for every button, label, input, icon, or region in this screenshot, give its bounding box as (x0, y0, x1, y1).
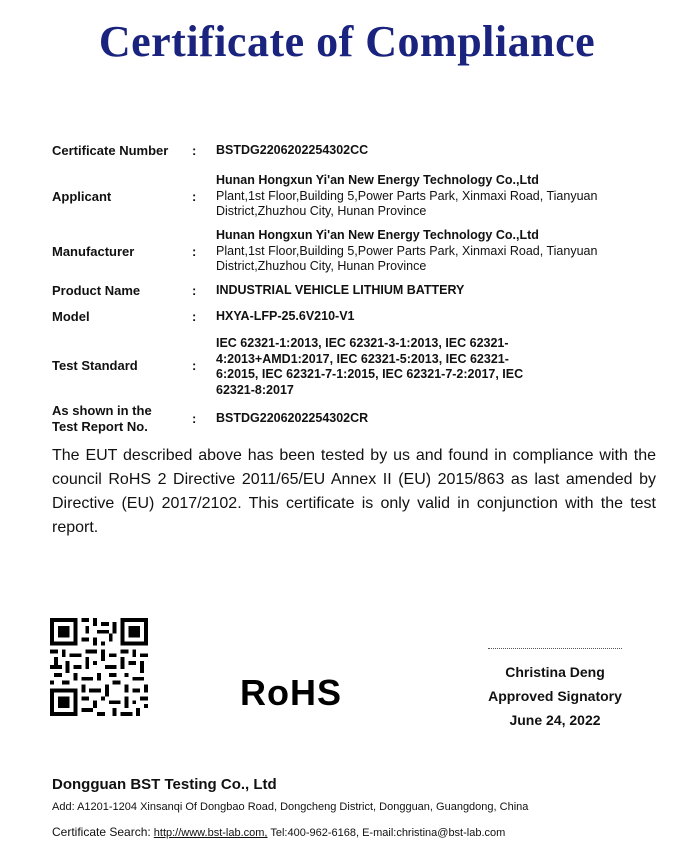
footer-address: Add: A1201-1204 Xinsanqi Of Dongbao Road, Dongcheng District, Dongguan, Guangdong, China (52, 801, 529, 813)
field-test-report (52, 403, 652, 437)
website-link[interactable]: http://www.bst-lab.com, (153, 827, 268, 839)
signatory-date: June 24, 2022 (509, 712, 601, 728)
field-value: IEC 62321-1:2013, IEC 62321-3-1:2013, IEC 62321-4:2013+AMD1:2017, IEC 62321-5:2013, IEC 62321-6:2015, IEC 62321-7-1:2015, IEC 62321-7-2:2017, IEC 62321-8:2017 (216, 336, 524, 397)
field-value: BSTDG2206202254302CR (216, 411, 369, 425)
compliance-statement: The EUT described above has been tested by us and found in compliance with the council RoHS 2 Directive 2011/65/EU Annex II (EU) 2015/863 as last amended by Directive (EU) 2017/2102. This certificate is only valid in conjunction with the test report. (52, 447, 656, 536)
field-colon: : (192, 283, 197, 298)
footer-search (52, 825, 505, 839)
field-manufacturer (52, 228, 652, 276)
field-value: Hunan Hongxun Yi'an New Energy Technology Co.,Ltd Plant,1st Floor,Building 5,Power Parts Park, Xinmaxi Road, Tianyuan District,Zhuzhou City, Hunan Province (216, 228, 598, 273)
field-colon: : (192, 143, 197, 158)
field-applicant (52, 173, 652, 221)
field-certificate-number (52, 143, 652, 161)
signatory-name: Christina Deng (505, 664, 605, 680)
field-value: HXYA-LFP-25.6V210-V1 (216, 309, 355, 323)
signature-line (488, 648, 622, 649)
qr-code-icon[interactable] (50, 618, 148, 716)
field-test-standard (52, 336, 652, 402)
field-product-name (52, 283, 652, 301)
field-label: Model (52, 309, 90, 324)
contact-info: Tel:400-962-6168, E-mail:christina@bst-lab.com (270, 827, 506, 839)
field-colon: : (192, 309, 197, 324)
field-model (52, 309, 652, 327)
field-label: Applicant (52, 189, 112, 204)
field-colon: : (192, 189, 197, 204)
field-label: Certificate Number (52, 143, 169, 158)
footer-company: Dongguan BST Testing Co., Ltd (52, 776, 277, 793)
field-label: As shown in the Test Report No. (52, 403, 152, 434)
field-colon: : (192, 244, 197, 259)
field-colon: : (192, 411, 197, 426)
field-label: Manufacturer (52, 244, 135, 259)
rohs-logo: RoHS (240, 672, 342, 713)
signatory-title: Approved Signatory (488, 688, 622, 704)
field-value: Hunan Hongxun Yi'an New Energy Technology Co.,Ltd Plant,1st Floor,Building 5,Power Parts Park, Xinmaxi Road, Tianyuan District,Zhuzhou City, Hunan Province (216, 173, 598, 218)
certificate-title: Certificate of Compliance (98, 17, 596, 66)
search-label: Certificate Search: (52, 825, 151, 839)
field-label: Product Name (52, 283, 141, 298)
field-label: Test Standard (52, 358, 138, 373)
field-value: BSTDG2206202254302CC (216, 143, 369, 157)
field-colon: : (192, 358, 197, 373)
field-value: INDUSTRIAL VEHICLE LITHIUM BATTERY (216, 283, 465, 297)
